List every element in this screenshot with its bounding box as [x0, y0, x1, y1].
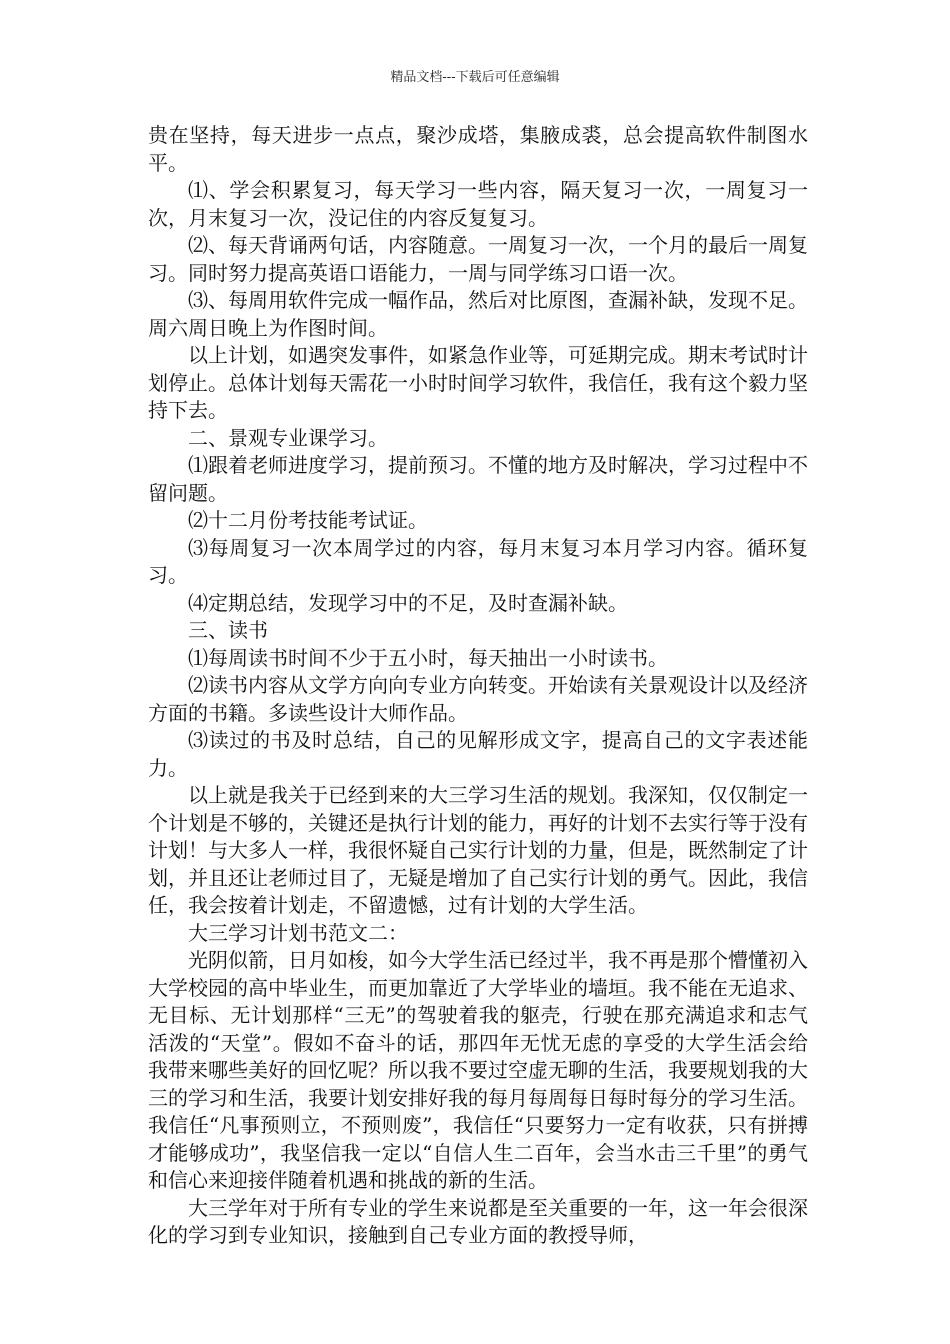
paragraph: ⑵、每天背诵两句话，内容随意。一周复习一次，一个月的最后一周复习。同时努力提高英语口语能力，一周与同学练习口语一次。: [148, 233, 808, 285]
section-heading: 二、景观专业课学习。: [188, 425, 388, 450]
paragraph: ⑷定期总结，发现学习中的不足，及时查漏补缺。: [188, 590, 628, 615]
paragraph: ⑴、学会积累复习，每天学习一些内容，隔天复习一次，一周复习一次，月末复习一次，没记住的内容反复复习。: [148, 178, 808, 230]
paragraph: ⑶每周复习一次本周学过的内容，每月末复习本月学习内容。循环复习。: [148, 535, 808, 587]
paragraph: 以上计划，如遇突发事件，如紧急作业等，可延期完成。期末考试时计划停止。总体计划每天需花一小时时间学习软件，我信任，我有这个毅力坚持下去。: [148, 343, 808, 422]
paragraph: 光阴似箭，日月如梭，如今大学生活已经过半，我不再是那个懵懂初入大学校园的高中毕业生，而更加靠近了大学毕业的墙垣。我不能在无追求、无目标、无计划那样“三无”的驾驶着我的躯壳，行驶在那充满追求和志气活泼的“天堂”。假如不奋斗的话，那四年无忧无虑的享受的大学生活会给我带来哪些美好的回忆呢？所以我不要过空虚无聊的生活，我要规划我的大三的学习和生活，我要计划安排好我的每月每周每日每时每分的学习生活。我信任“凡事预则立，不预则废”，我信任“只要努力一定有收获，只有拼搏才能够成功”，我坚信我一定以“自信人生二百年，会当水击三千里”的勇气和信心来迎接伴随着机遇和挑战的新的生活。: [148, 948, 808, 1192]
paragraph: 贵在坚持，每天进步一点点，聚沙成塔，集腋成裘，总会提高软件制图水平。: [148, 123, 808, 175]
paragraph: ⑴每周读书时间不少于五小时，每天抽出一小时读书。: [188, 645, 668, 670]
page-header: 精品文档---下载后可任意编辑: [390, 70, 560, 85]
paragraph: ⑵读书内容从文学方向向专业方向转变。开始读有关景观设计以及经济方面的书籍。多读些设计大师作品。: [148, 673, 808, 725]
paragraph: 大三学年对于所有专业的学生来说都是至关重要的一年，这一年会很深化的学习到专业知识，接触到自己专业方面的教授导师，: [148, 1195, 808, 1247]
paragraph: 以上就是我关于已经到来的大三学习生活的规划。我深知，仅仅制定一个计划是不够的，关键还是执行计划的能力，再好的计划不去实行等于没有计划！与大多人一样，我很怀疑自己实行计划的力量，但是，既然制定了计划，并且还让老师过目了，无疑是增加了自己实行计划的勇气。因此，我信任，我会按着计划走，不留遗憾，过有计划的大学生活。: [148, 783, 808, 917]
document-body: [148, 122, 808, 1250]
paragraph: ⑶读过的书及时总结，自己的见解形成文字，提高自己的文字表述能力。: [148, 728, 808, 780]
paragraph: ⑶、每周用软件完成一幅作品，然后对比原图，查漏补缺，发现不足。周六周日晚上为作图时间。: [148, 288, 808, 340]
paragraph: ⑵十二月份考技能考试证。: [188, 508, 428, 532]
paragraph: ⑴跟着老师进度学习，提前预习。不懂的地方及时解决，学习过程中不留问题。: [148, 453, 808, 505]
section-heading: 三、读书: [188, 618, 268, 642]
section-heading: 大三学习计划书范文二：: [188, 920, 408, 945]
